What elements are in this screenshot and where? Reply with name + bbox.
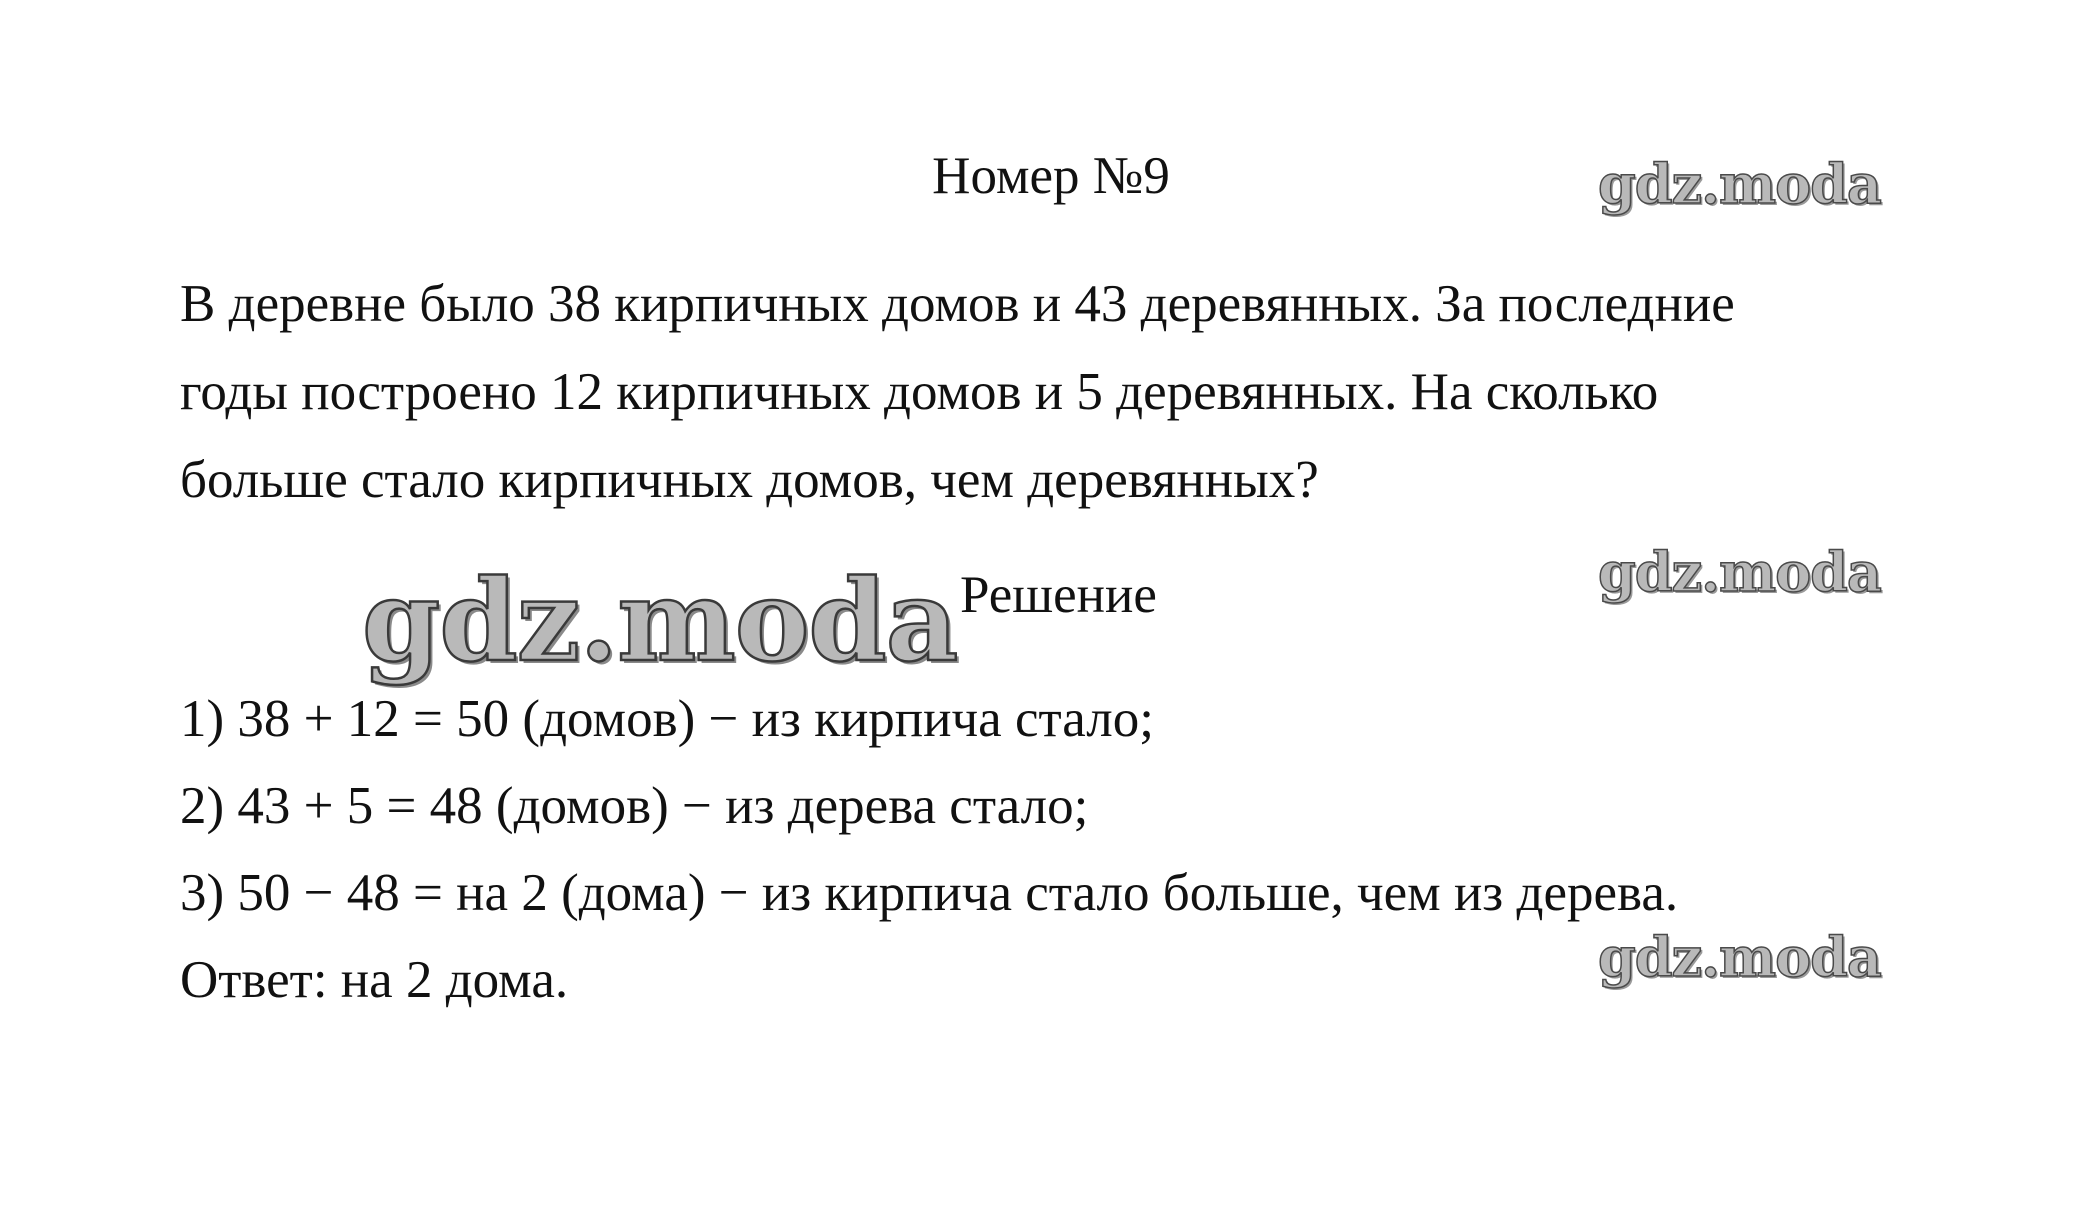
answer-line: Ответ: на 2 дома. xyxy=(180,951,569,1009)
solution-step: 1) 38 + 12 = 50 (домов) − из кирпича стало; xyxy=(180,690,1154,748)
watermark-logo: gdz.moda xyxy=(1598,540,1881,604)
problem-statement xyxy=(180,260,1980,524)
watermark-logo: gdz.moda xyxy=(1598,925,1881,989)
solution-step: 2) 43 + 5 = 48 (домов) − из дерева стало; xyxy=(180,777,1089,835)
watermark-logo-large: gdz.moda xyxy=(362,556,958,687)
page-title: Номер №9 xyxy=(932,147,1170,205)
problem-line: годы построено 12 кирпичных домов и 5 деревянных. На сколько xyxy=(180,363,1659,421)
problem-line: В деревне было 38 кирпичных домов и 43 деревянных. За последние xyxy=(180,275,1735,333)
problem-line: больше стало кирпичных домов, чем деревянных? xyxy=(180,451,1319,509)
solution-step: 3) 50 − 48 = на 2 (дома) − из кирпича стало больше, чем из дерева. xyxy=(180,864,1679,922)
solution-steps xyxy=(180,676,1980,1024)
watermark-logo: gdz.moda xyxy=(1598,152,1881,216)
solution-heading: Решение xyxy=(960,566,1157,624)
